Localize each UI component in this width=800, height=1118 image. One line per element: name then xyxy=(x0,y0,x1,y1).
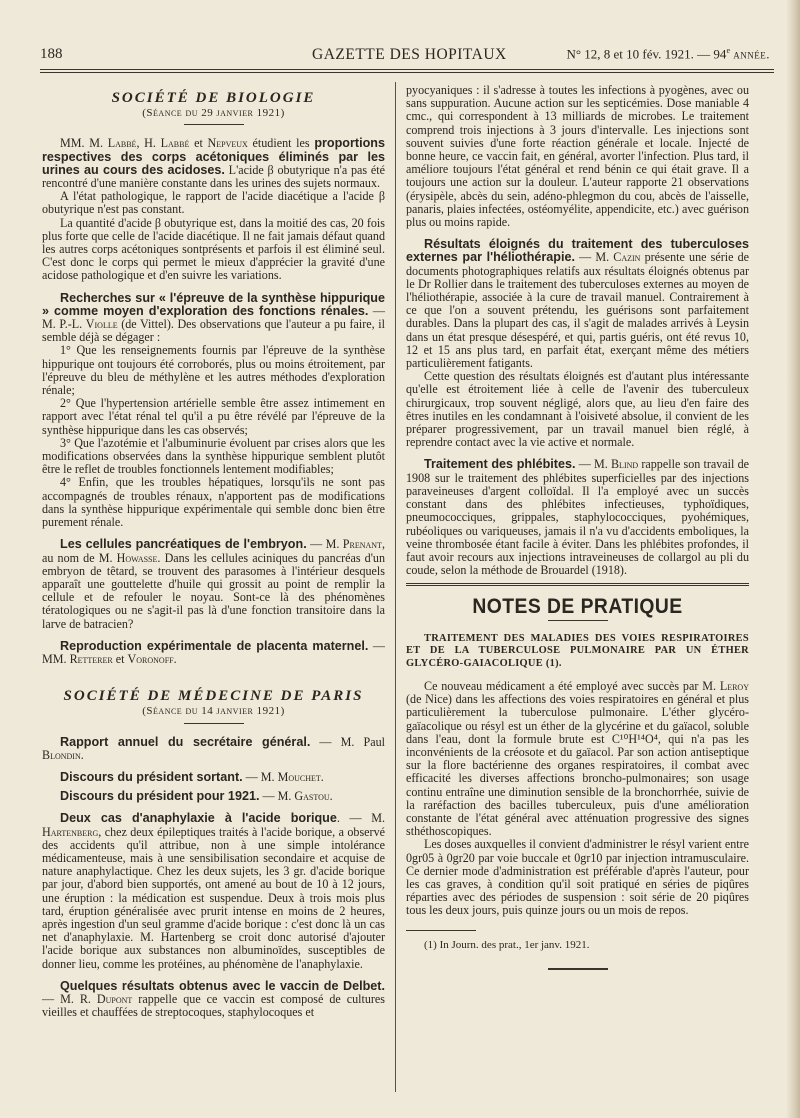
end-ornament xyxy=(548,968,608,970)
article-title: Discours du président sortant. xyxy=(60,769,243,784)
page-number: 188 xyxy=(40,46,63,62)
article-discours-sortant xyxy=(42,771,385,784)
date-prefix: (Séance du xyxy=(142,705,198,718)
text: — M. xyxy=(259,789,292,804)
author-name: Voronoff xyxy=(127,651,174,666)
article-body: L'acide β obutyrique n'a pas été rencontré d'une manière constante dans les urines des sujets normaux. xyxy=(42,162,386,191)
article-body: présente une série de documents photographiques relatifs aux résultats éloignés obtenus par le Dr Rollier dans le traitement des tuberculoses externes au moyen de l'héliothérapie, associée à la cure de travail manuel. Contrairement à ce que l'on a souvent prétendu, les guérisons sont parfaitement durables. Dans la plupart des cas, il s'agit de malades arrivés à Leysin dans un état presque désespéré, et qui, partis guéris, ont été revus 10, 12 et 15 ans plus tard, en parfait état, exerçant même des métiers particulièrement fatigants. xyxy=(406,250,749,371)
column-separator xyxy=(395,82,396,1092)
article-title: Les cellules pancréatiques de l'embryon. xyxy=(60,537,307,552)
author-name: Howasse xyxy=(116,550,158,565)
text: — M. xyxy=(575,250,610,265)
article-rapport-annuel xyxy=(42,736,385,762)
text: . xyxy=(320,769,324,784)
notes-paragraph xyxy=(406,680,749,838)
author-name: Mouchet xyxy=(277,769,321,784)
page-header xyxy=(40,46,770,66)
article-title: Recherches sur « l'épreuve de la synthèse hippurique » comme moyen d'exploration des fonctions rénales. xyxy=(42,290,385,318)
section-date-biologie xyxy=(42,107,385,120)
article-cellules-pancreatiques xyxy=(42,538,385,630)
article-discours-1921 xyxy=(42,790,385,803)
article-title: Résultats éloignés du traitement des tuberculoses externes par l'héliothérapie. xyxy=(406,237,749,265)
text: — M. xyxy=(242,769,275,784)
list-item: 1° Que les renseignements fournis par l'épreuve de la synthèse hippurique ont toujours été corroborés, plus ou moins étroitement, par l'épreuve du bleu de méthylène et les autres méthodes d'exploration rénale; xyxy=(42,343,385,398)
publication-title: GAZETTE DES HOPITAUX xyxy=(312,46,507,63)
section-rule xyxy=(184,723,244,724)
text: et xyxy=(112,651,128,666)
article-title: Discours du président pour 1921. xyxy=(60,789,260,804)
article-title: Quelques résultats obtenus avec le vaccin de Delbet. xyxy=(60,978,385,993)
article-body: , chez deux épileptiques traités à l'acide borique, a observé des accidents qu'il attribue, non à une simple intolérance médicamenteuse, mais à une sensibilisation secondaire et acquise de nature anaphylactique. Chez les deux sujets, les 3 gr. d'acide borique par jour, d'abord bien supportés, ont amené au bout de 10 à 12 jours, une éruption : la médication est suspendue. Deux à trois mois plus tard, éruption généralisée avec prurit intense en moins de 2 heures, après ingestion d'un seul gramme d'acide borique : c'est donc là un cas net d'anaphylaxie. M. Hartenberg se croit donc autorisé d'ajouter l'acide borique aux substances non albuminoïdes, susceptibles de donner lieu, comme les protéines, au phénomène de l'anaphylaxie. xyxy=(42,824,385,971)
text: — M. xyxy=(575,457,608,472)
text: — MM. xyxy=(42,638,385,666)
issue-ordinal: e xyxy=(726,46,730,55)
text: — M. xyxy=(306,537,340,552)
article-body: . Dans les cellules aciniques du pancréas d'un embryon de têtard, se trouvent des parasomes à l'intérieur desquels apparaît une gouttelette d'huile qui grossit au point de remplir la cellule et de refouler le noyau. Sont-ce là des phénomènes tératologiques ou ne s'agit-il pas là d'une fonction transitoire dans la larve de batracien? xyxy=(42,550,385,631)
section-date-medecine xyxy=(42,705,385,718)
article-title: Deux cas d'anaphylaxie à l'acide borique xyxy=(60,811,337,826)
article-acidoses xyxy=(42,137,385,190)
date-rest: 29 janvier 1921) xyxy=(201,107,285,120)
page-fold-shadow xyxy=(786,0,800,1118)
author-name: Prenant xyxy=(342,537,382,552)
right-column xyxy=(406,84,749,970)
footnote: (1) In Journ. des prat., 1er janv. 1921. xyxy=(424,938,590,951)
author-name: Nepveux xyxy=(207,136,248,151)
article-title: Traitement des phlébites. xyxy=(424,457,576,472)
section-title-medecine: SOCIÉTÉ DE MÉDECINE DE PARIS xyxy=(63,688,364,705)
author-name: Gastou xyxy=(294,789,330,804)
article-title: Rapport annuel du secrétaire général. xyxy=(60,734,311,749)
issue-annee: année. xyxy=(733,46,770,62)
author-name: Labbé xyxy=(107,136,137,151)
author-name: Violle xyxy=(85,317,118,332)
article-heliotherapie xyxy=(406,238,749,370)
text: , H. xyxy=(136,136,156,151)
text: (de Nice) dans les affections des voies respiratoires en général et plus particulièrement la tuberculose pulmonaire. L'éther glycéro-gaïacolique ou résyl est un éther de la glycérine et du gaïacol, soluble dans l'eau, dont la formule brute est C¹⁰H¹⁴O⁴, qui n'a pas les inconvénients de la créosote et du gaïacol. Par son action antiseptique sur la flore bactérienne des organes respiratoires, il combat avec efficacité les diverses affections broncho-pulmonaires; son usage continu entraîne une diminution sensible de la bronchorrhée, suivie de la raréfaction des bacilles tuberculeux, puis d'une amélioration constante de l'état général avec atténuation progressive des signes sthéthoscopiques. xyxy=(406,692,749,839)
article-placenta xyxy=(42,640,385,666)
notes-subheading: TRAITEMENT DES MALADIES DES VOIES RESPIRATOIRES ET DE LA TUBERCULOSE PULMONAIRE PAR UN ÉTHER GLYCÉRO-GAIACOLIQUE (1). xyxy=(406,632,749,669)
section-divider xyxy=(406,583,749,586)
text: . xyxy=(80,747,84,762)
text: et xyxy=(189,136,208,151)
article-body: (de Vittel). Des observations que l'auteur a pu faire, il semble déjà se dégager : xyxy=(42,317,385,345)
paragraph-continued: pyocyaniques : il s'adresse à toutes les infections à pyogènes, avec ou sans suppuration. Aucune action sur les septicémies. Dose maniable 4 cmc., qui correspondent à 13 milliards de microbes. Le traitement comprend trois injections à 3 jours d'intervalle. Les injections sont souvent suivies d'une forte réaction générale et locale. Injecté de bonne heure, ce vaccin fait, en général, avorter l'infection. Plus tard, il améliore toujours l'état général et rend bénin ce qui était grave. Il a toujours une action sur la douleur. L'auteur rapporte 21 observations (érysipèle, abcès du sein, adéno-phlegmon du cou, abcès de l'aisselle, panaris, plaies infectées, ostéomyélite, appendicite, etc.) avec guérison plus ou moins rapide. xyxy=(406,83,749,230)
section-title-biologie: SOCIÉTÉ DE BIOLOGIE xyxy=(111,90,316,106)
notes-paragraph: Les doses auxquelles il convient d'administrer le résyl varient entre 0gr05 à 0gr20 par voie buccale et 0gr10 par injection intramusculaire. Ce dernier mode d'administration est préférable d'après l'auteur, pour les cas graves, à condition qu'il soit pratiqué en séries de piqûres réparties avec des périodes de suspension : soit série de 20 piqûres tous les deux jours, puis quinze jours ou un mois de repos. xyxy=(406,837,749,918)
article-body: rappelle que ce vaccin est composé de cultures vieilles et chauffées de streptocoques, staphylocoques et xyxy=(42,991,385,1020)
text: — M. Paul xyxy=(310,734,385,749)
text: — M. R. xyxy=(42,991,91,1006)
article-title: Reproduction expérimentale de placenta maternel. xyxy=(60,638,369,653)
spacer xyxy=(42,666,385,682)
header-rule-2 xyxy=(40,72,774,73)
author-name: Labbé xyxy=(160,136,190,151)
paragraph: La quantité d'acide β obutyrique est, dans la moitié des cas, 20 fois plus forte que celle de l'acide diacétique. Il ne fait jamais défaut quand les autres corps acétoniques sontprésents et parfois il est éliminé seul. C'est donc le corps qui permet le mieux d'apprécier la gravité d'une acidose pathologique et d'en suivre les variations. xyxy=(42,215,385,283)
header-rule xyxy=(40,69,774,70)
author-name: Leroy xyxy=(719,679,749,694)
article-phlebites xyxy=(406,458,749,577)
article-title: proportions respectives des corps acétoniques éliminés par les urines au cours des acidoses. xyxy=(42,136,385,177)
footnote-rule xyxy=(406,930,476,931)
list-item: 2° Que l'hypertension artérielle semble être assez intimement en rapport avec l'état rénal tel qu'il a pu être révélé par l'épreuve de la synthèse hippurique dans les cas observés; xyxy=(42,396,385,437)
notes-heading: NOTES DE PRATIQUE xyxy=(472,595,683,619)
author-name: Hartenberg xyxy=(42,824,99,839)
date-rest: 14 janvier 1921) xyxy=(201,705,285,718)
section-rule xyxy=(548,620,608,621)
article-body: rappelle son travail de 1908 sur le traitement des phlébites superficielles par des injections paraveineuses d'argent colloïdal. Il l'a employé avec un succès constant dans des phlébites infectieuses, typhoïdiques, pneumococciques, grippales, staphylococciques, pyohémiques, rubéoliques ou variqueuses, jamais il n'a vu d'accidents emboliques, la veine thrombosée étant facile à éviter. Dans les phlébites profondes, il faut avoir recours aux injections intraveineuses de collargol au pli du coude, selon la méthode de Brouardel (1918). xyxy=(406,457,749,578)
author-name: Retterer xyxy=(69,651,113,666)
section-rule xyxy=(184,124,244,125)
text: — M. P.-L. xyxy=(42,303,385,332)
article-anaphylaxie xyxy=(42,812,385,970)
article-synthese-hippurique xyxy=(42,292,385,345)
text: étudient les xyxy=(247,136,310,151)
text: . — M. xyxy=(336,811,385,826)
text: . xyxy=(329,789,333,804)
author-name: Dupont xyxy=(96,991,133,1006)
author-name: Blondin xyxy=(42,747,81,762)
text: . xyxy=(173,651,177,666)
text: , au nom de M. xyxy=(42,537,385,565)
paragraph: A l'état pathologique, le rapport de l'acide diacétique a l'acide β obutyrique n'est pas constant. xyxy=(42,189,385,217)
list-item: 3° Que l'azotémie et l'albuminurie évoluent par crises alors que les modifications observées dans la synthèse hippurique semblent plutôt être le reflet de troubles fonctionnels lentement modifiables; xyxy=(42,435,385,477)
text: Ce nouveau médicament a été employé avec succès par M. xyxy=(424,679,716,694)
list-item: 4° Enfin, que les troubles hépatiques, lorsqu'ils ne sont pas accompagnés de troubles rénaux, n'apportent pas de modifications dans la synthèse hippurique expérimentale qui semble donc bien être purement rénale. xyxy=(42,475,385,530)
article-vaccin-delbet xyxy=(42,980,385,1020)
issue-info xyxy=(566,46,770,62)
issue-main: N° 12, 8 et 10 fév. 1921. — 94 xyxy=(566,46,727,62)
author-name: Cazin xyxy=(613,250,641,265)
left-column xyxy=(42,84,385,1019)
date-prefix: (Séance du xyxy=(142,107,198,120)
author-name: Blind xyxy=(610,457,639,472)
text: MM. M. xyxy=(60,136,104,151)
paragraph: Cette question des résultats éloignés est d'autant plus intéressante qu'elle est étroitement liée à celle de l'avenir des tuberculeux chirurgicaux, trop souvent négligé, alors que, au lieu d'en faire des êtres inutiles en les condamnant à l'oisiveté absolue, il convient de les préparer progressivement, par un travail manuel bien réglé, à reprendre contact avec la vie active et normale. xyxy=(406,369,749,450)
